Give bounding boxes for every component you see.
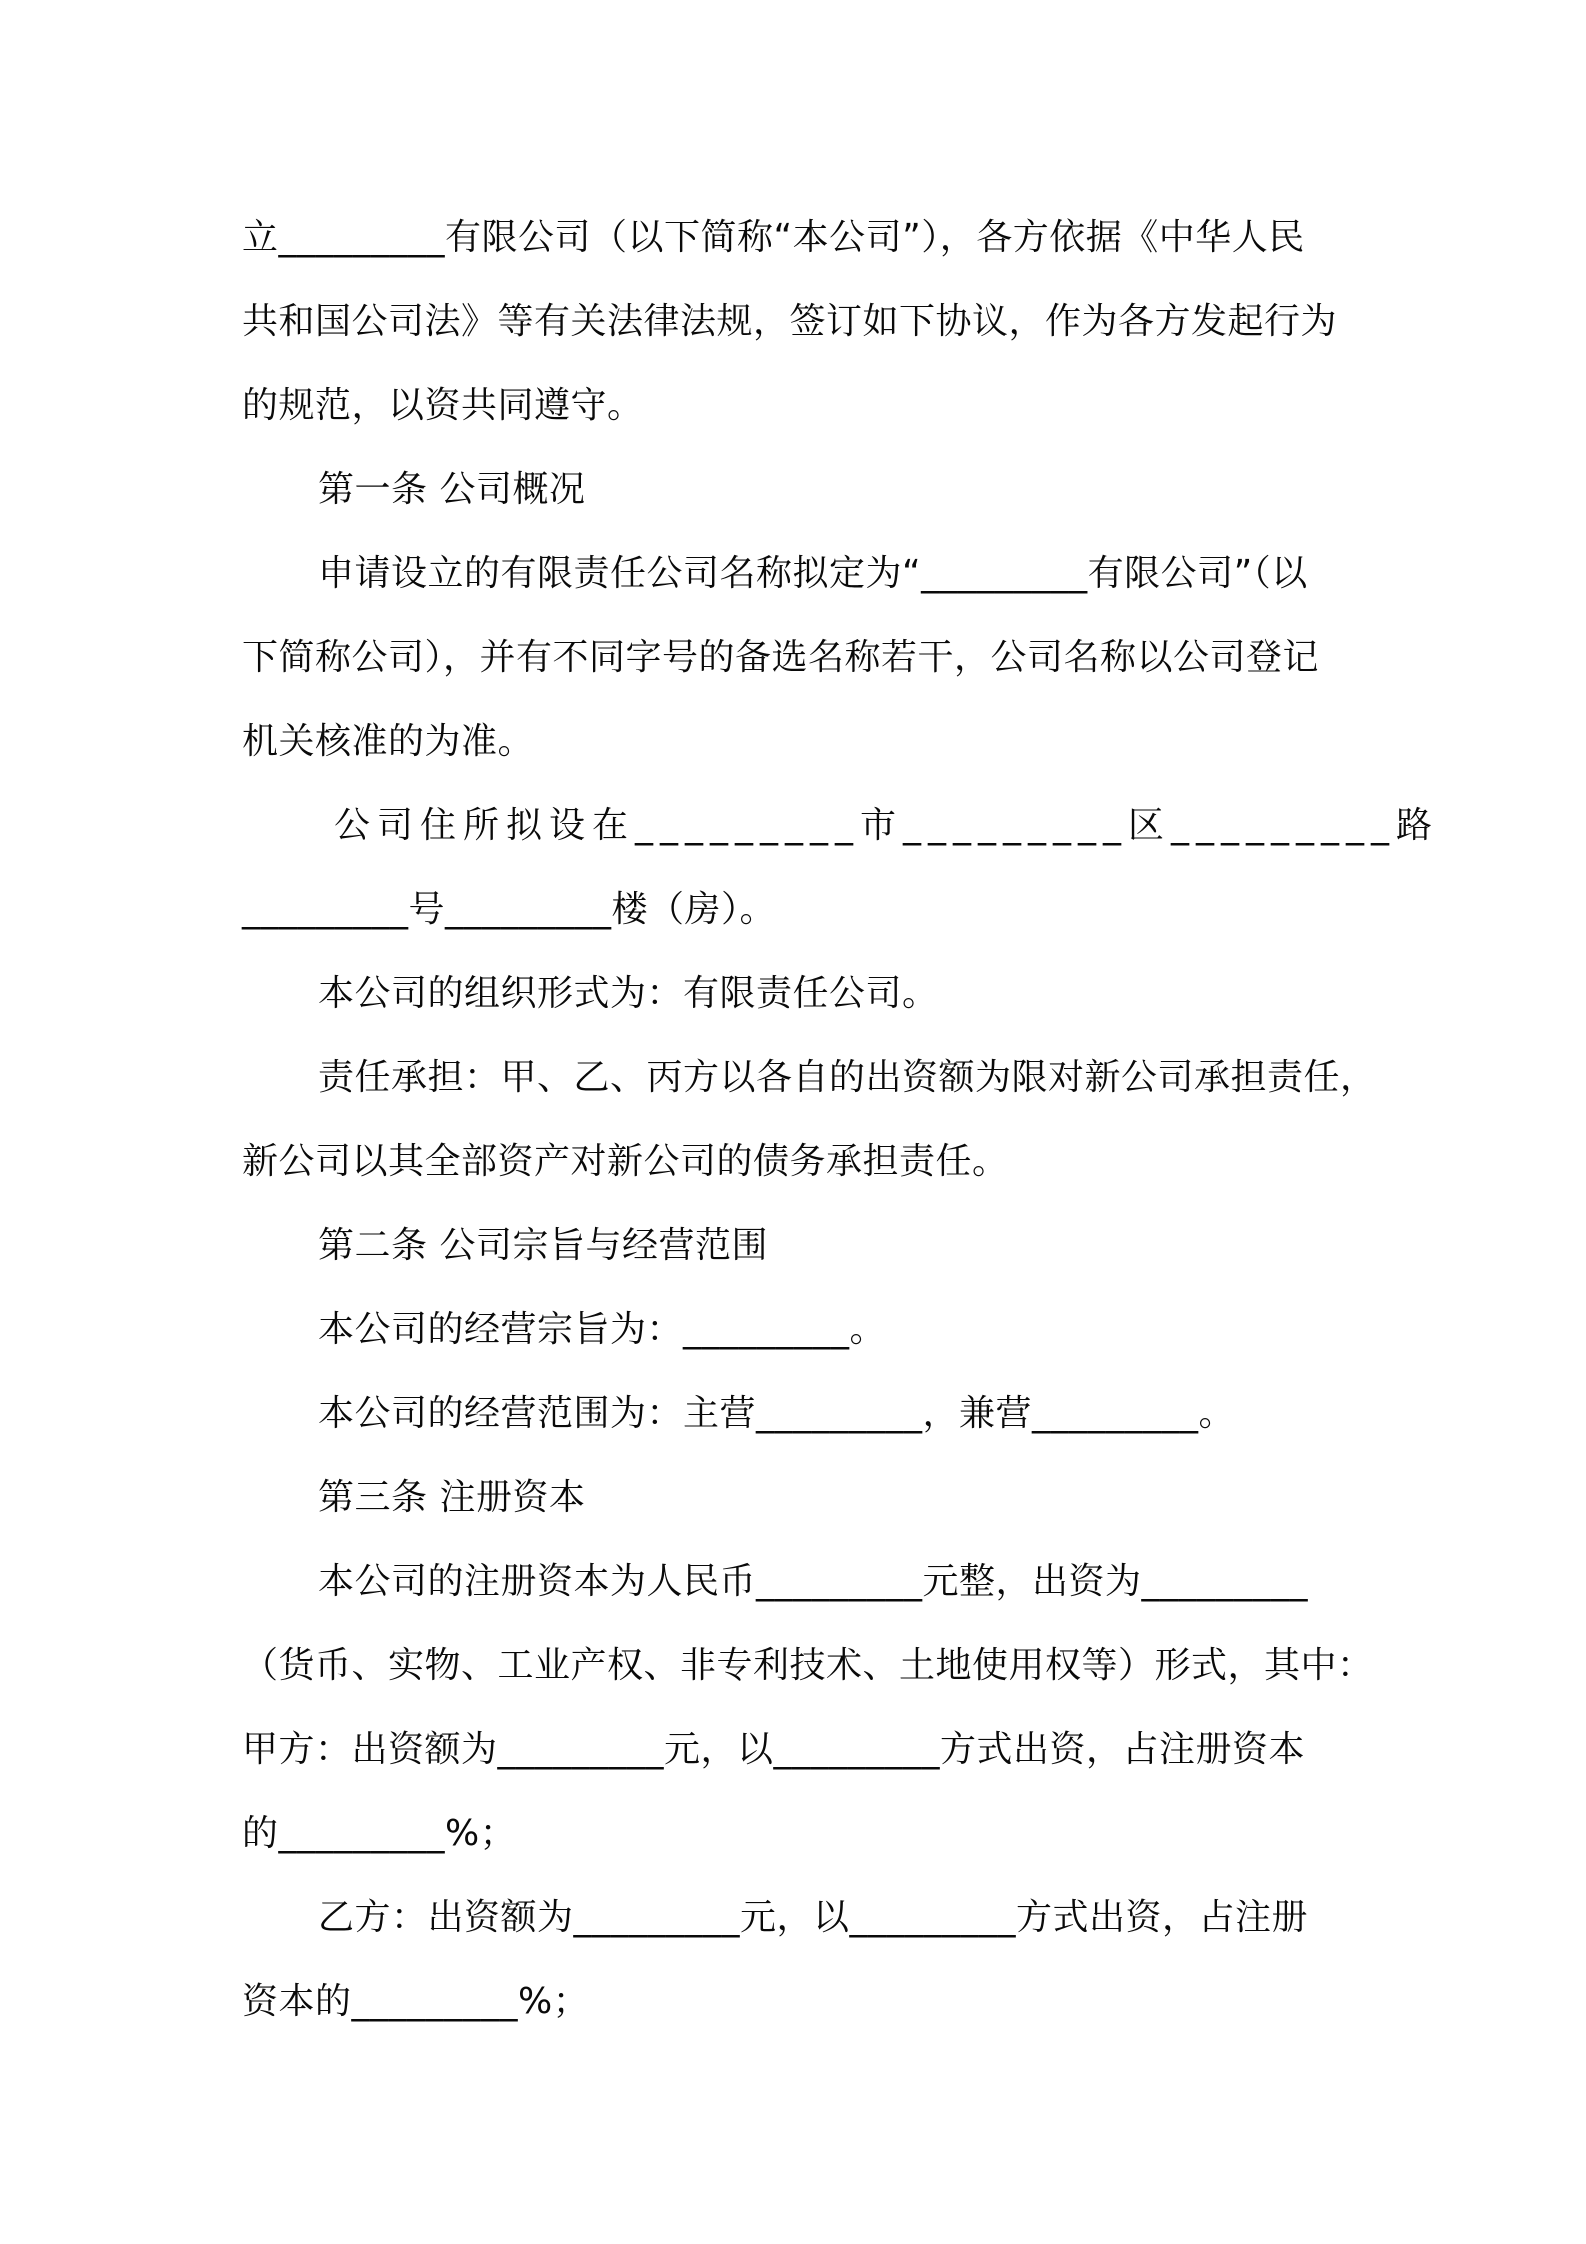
paragraph-line: 资本的_________%； — [242, 1981, 590, 2022]
paragraph-line: 责任承担：甲、乙、丙方以各自的出资额为限对新公司承担责任， — [318, 1057, 1377, 1098]
paragraph-line: 下简称公司），并有不同字号的备选名称若干，公司名称以公司登记 — [242, 637, 1320, 678]
paragraph-line: _________号_________楼（房）。 — [242, 889, 777, 930]
paragraph-line: 的_________%； — [242, 1813, 517, 1854]
paragraph-line: （货币、实物、工业产权、非专利技术、土地使用权等）形式，其中： — [242, 1645, 1374, 1686]
document-body — [242, 196, 1440, 2044]
paragraph-line: 乙方：出资额为_________元，以_________方式出资，占注册 — [318, 1897, 1309, 1938]
paragraph-line: 公司住所拟设在_________市_________区_________路 — [334, 805, 1440, 846]
paragraph-line: 本公司的经营范围为：主营_________，兼营_________。 — [318, 1393, 1236, 1434]
paragraph-line: 立_________有限公司（以下简称“本公司”），各方依据《中华人民 — [242, 217, 1305, 258]
paragraph-line: 新公司以其全部资产对新公司的债务承担责任。 — [242, 1141, 1009, 1182]
paragraph-line: 本公司的组织形式为：有限责任公司。 — [318, 973, 939, 1014]
paragraph-line: 本公司的注册资本为人民币_________元整，出资为_________ — [318, 1561, 1309, 1602]
article-heading-1: 第一条 公司概况 — [318, 469, 586, 510]
paragraph-line: 本公司的经营宗旨为：_________。 — [318, 1309, 887, 1350]
article-heading-3: 第三条 注册资本 — [318, 1477, 586, 1518]
paragraph-line: 的规范，以资共同遵守。 — [242, 385, 644, 426]
paragraph-line: 申请设立的有限责任公司名称拟定为“_________有限公司”（以 — [318, 553, 1308, 594]
paragraph-line: 共和国公司法》等有关法律法规，签订如下协议，作为各方发起行为 — [242, 301, 1338, 342]
article-heading-2: 第二条 公司宗旨与经营范围 — [318, 1225, 768, 1266]
paragraph-line: 机关核准的为准。 — [242, 721, 535, 762]
paragraph-line: 甲方：出资额为_________元，以_________方式出资，占注册资本 — [242, 1729, 1306, 1770]
